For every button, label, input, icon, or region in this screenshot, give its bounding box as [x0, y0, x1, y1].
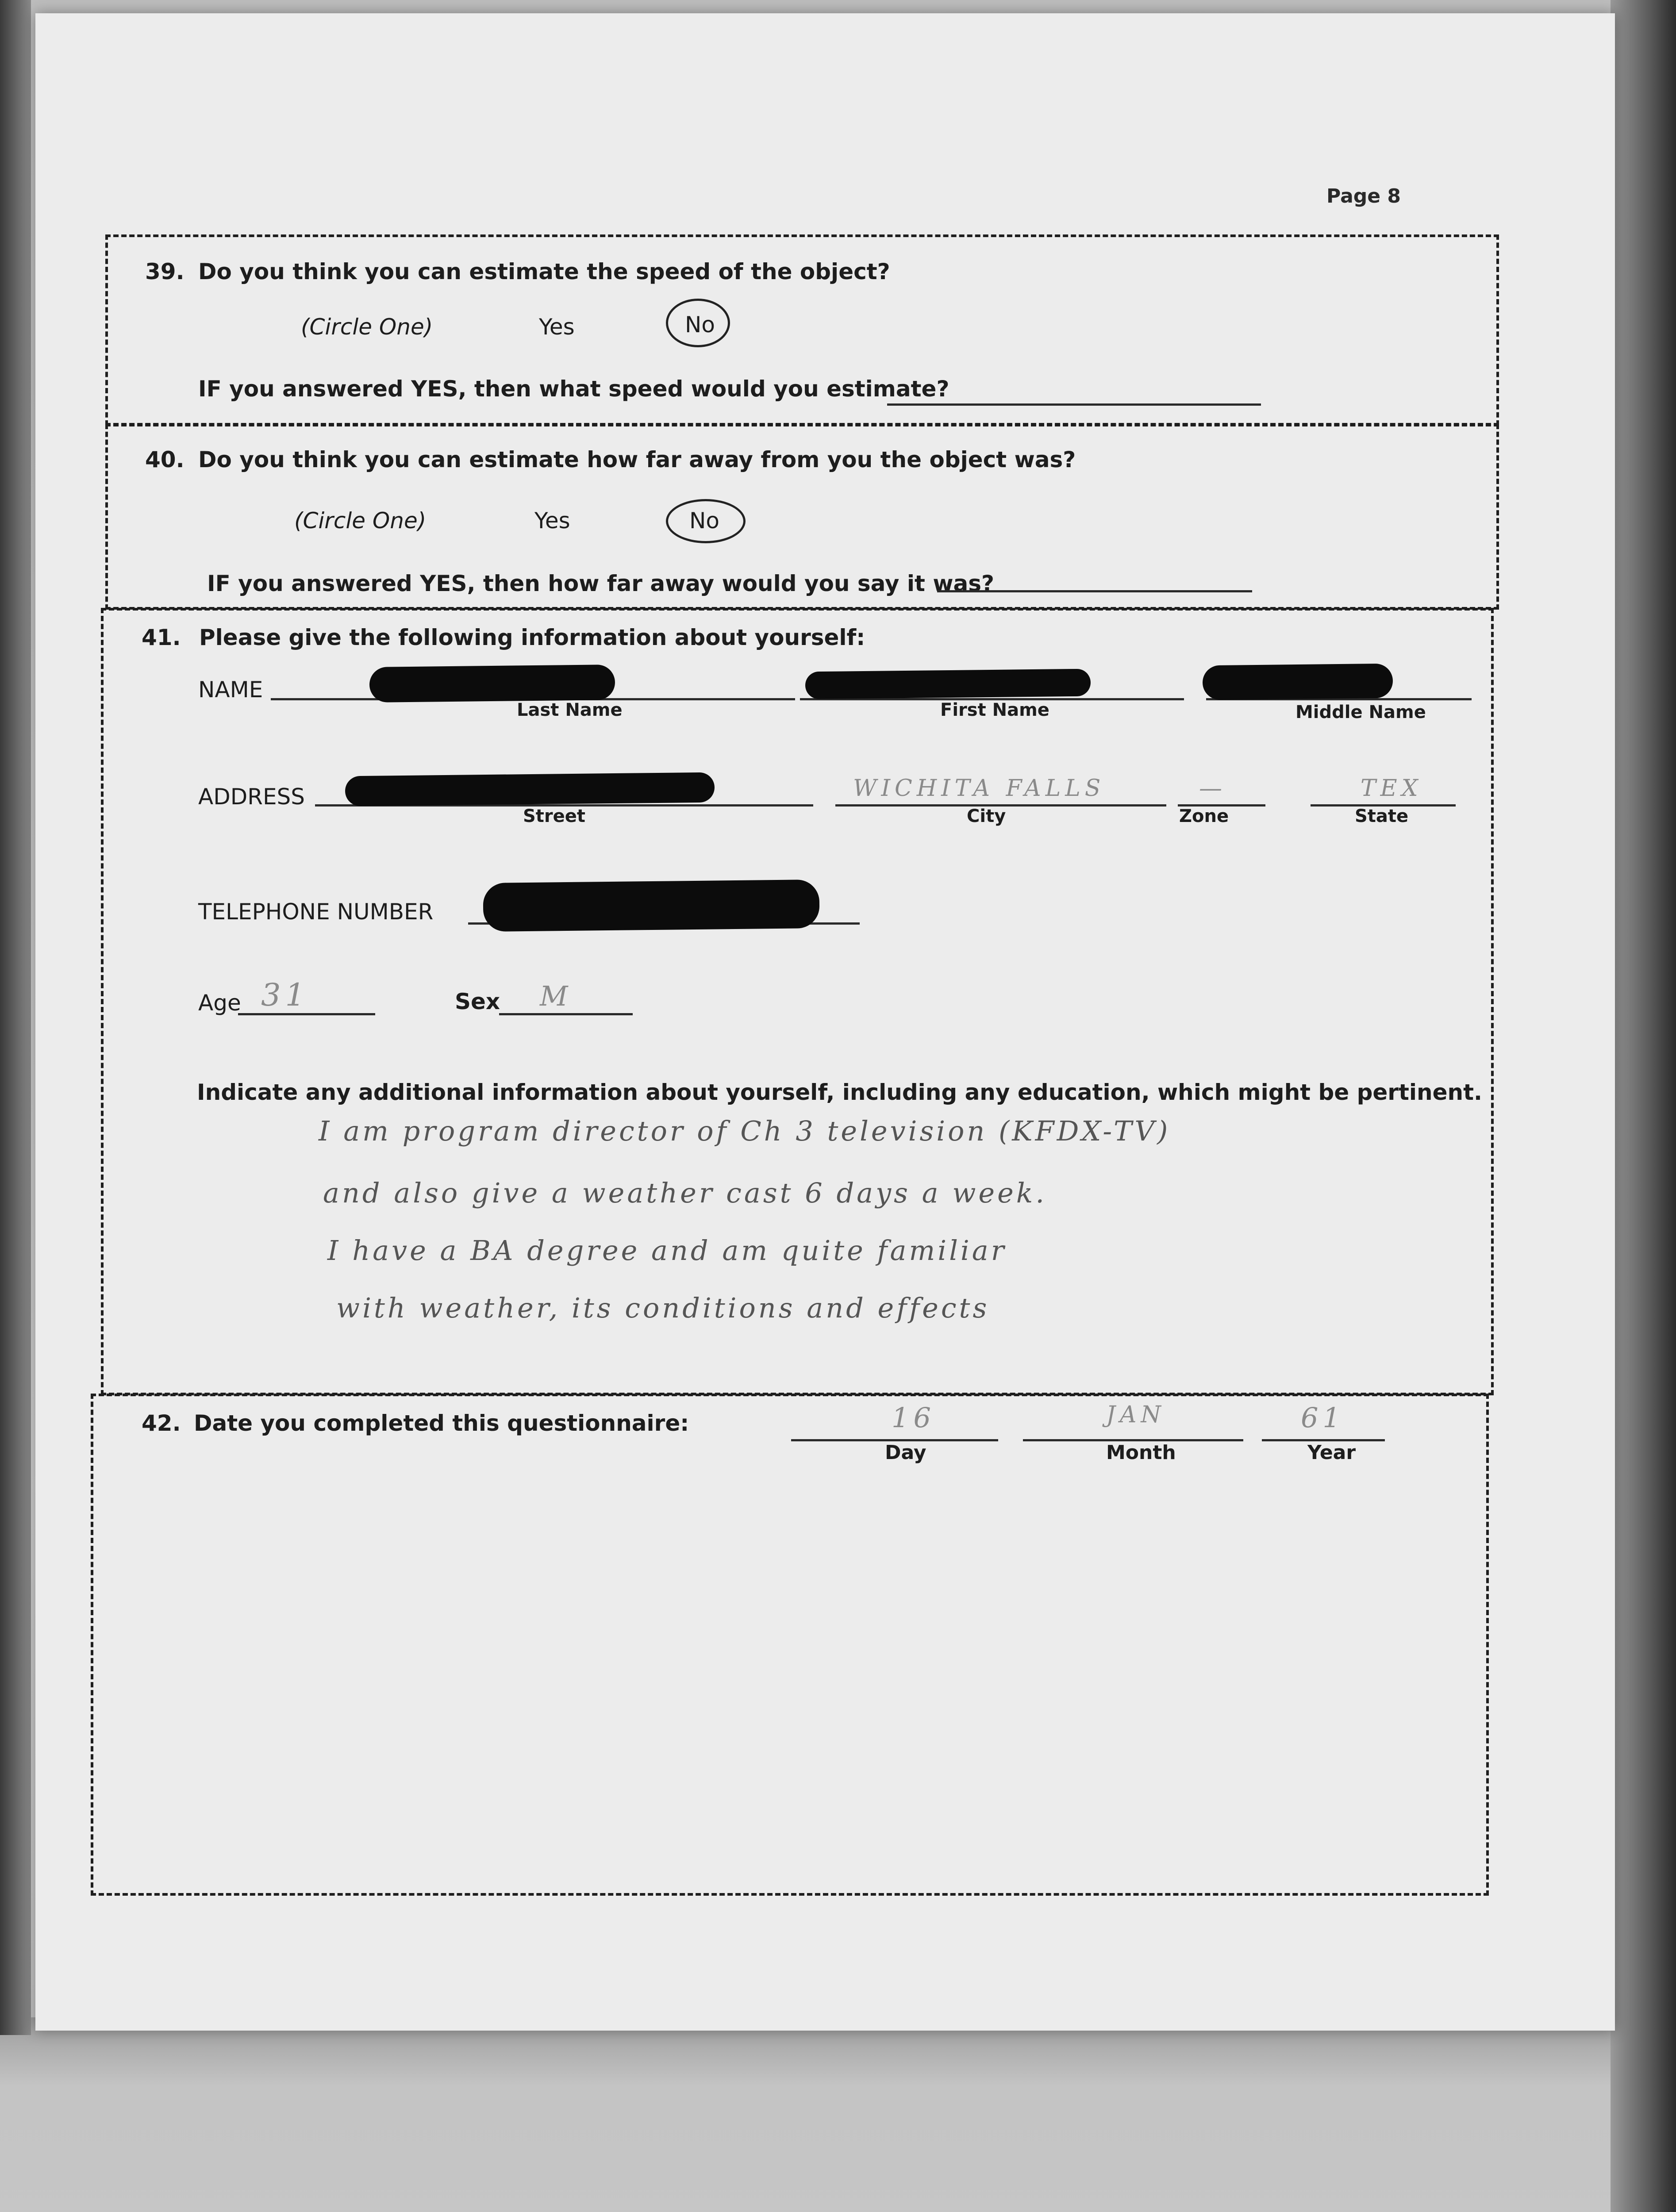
q40-distance-answer-line	[937, 590, 1252, 592]
address-label: ADDRESS	[198, 784, 305, 810]
age-line	[238, 1013, 375, 1015]
scan-right-edge	[1611, 0, 1676, 2212]
q40-number: 40.	[145, 447, 185, 472]
street-caption: Street	[523, 806, 586, 826]
q39-speed-answer-line	[887, 403, 1261, 406]
redaction-last-name	[369, 664, 615, 703]
day-value: 16	[892, 1402, 935, 1434]
age-value: 31	[261, 977, 310, 1013]
state-caption: State	[1355, 806, 1409, 826]
page-number: Page 8	[1326, 185, 1401, 207]
telephone-label: TELEPHONE NUMBER	[198, 899, 434, 925]
handwritten-line-1: I am program director of Ch 3 television (KFDX-TV)	[319, 1115, 1171, 1147]
day-caption: Day	[885, 1441, 926, 1464]
q40-question: Do you think you can estimate how far away from you the object was?	[198, 447, 1076, 472]
handwritten-line-3: I have a BA degree and am quite familiar	[327, 1234, 1007, 1267]
q39-yes-option[interactable]: Yes	[539, 314, 575, 340]
redaction-telephone	[483, 879, 819, 932]
sex-value: M	[540, 980, 573, 1012]
redaction-middle-name	[1203, 664, 1393, 700]
handwritten-line-4: with weather, its conditions and effects	[336, 1292, 990, 1324]
q40-followup: IF you answered YES, then how far away would you say it was?	[207, 571, 995, 596]
additional-info-prompt: Indicate any additional information about yourself, including any education, which might be pertinent.	[197, 1079, 1482, 1105]
sex-line	[499, 1013, 633, 1015]
redaction-street	[345, 772, 715, 806]
city-caption: City	[967, 806, 1006, 826]
q40-yes-option[interactable]: Yes	[534, 508, 570, 534]
month-value: JAN	[1106, 1402, 1165, 1428]
q42-prompt: Date you completed this questionnaire:	[194, 1410, 689, 1436]
question-42-box	[91, 1394, 1489, 1896]
year-value: 61	[1301, 1402, 1345, 1434]
q39-number: 39.	[145, 259, 185, 284]
year-caption: Year	[1307, 1441, 1356, 1464]
handwritten-line-2: and also give a weather cast 6 days a week.	[323, 1177, 1047, 1209]
q39-circle-one: (Circle One)	[301, 314, 433, 340]
zone-value: —	[1199, 775, 1226, 802]
scan-lower-band	[0, 2017, 1676, 2212]
first-name-caption: First Name	[940, 700, 1049, 720]
zone-caption: Zone	[1179, 806, 1229, 826]
city-value: WICHITA FALLS	[853, 775, 1105, 802]
month-caption: Month	[1106, 1441, 1176, 1464]
q40-no-option[interactable]: No	[689, 508, 719, 534]
q39-followup: IF you answered YES, then what speed would you estimate?	[198, 376, 949, 402]
age-label: Age	[198, 990, 241, 1016]
name-label: NAME	[198, 677, 263, 703]
q40-circle-one: (Circle One)	[294, 508, 427, 534]
last-name-caption: Last Name	[517, 700, 623, 720]
redaction-first-name	[805, 669, 1091, 699]
sex-label: Sex	[455, 989, 500, 1014]
q39-no-option[interactable]: No	[685, 312, 715, 338]
question-41-box	[101, 608, 1494, 1395]
q41-number: 41.	[142, 625, 181, 650]
q39-question: Do you think you can estimate the speed of the object?	[198, 259, 890, 284]
state-value: TEX	[1361, 775, 1422, 802]
q41-prompt: Please give the following information about yourself:	[199, 625, 865, 650]
scan-left-edge	[0, 0, 31, 2035]
q42-number: 42.	[142, 1410, 181, 1436]
middle-name-caption: Middle Name	[1295, 702, 1426, 722]
